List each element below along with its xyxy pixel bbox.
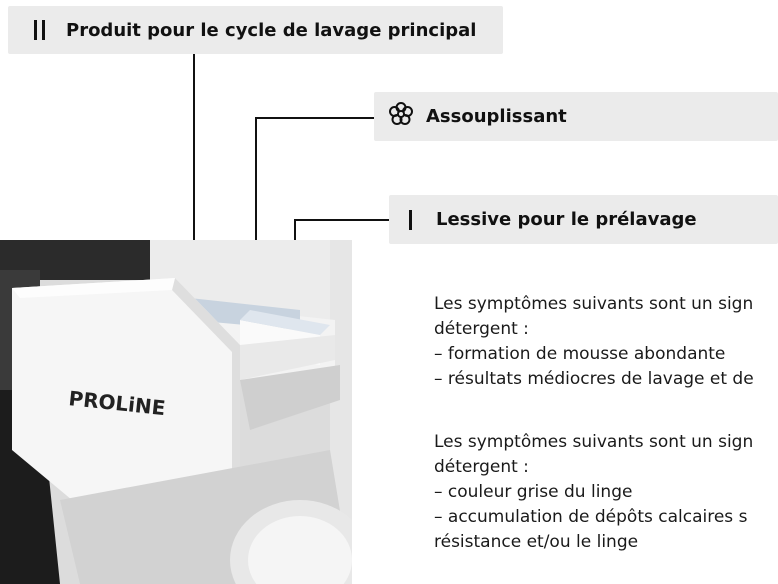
list-item: – accumulation de dépôts calcaires s [434, 507, 748, 527]
prewash-label [389, 195, 778, 244]
list-item: résistance et/ou le linge [434, 532, 639, 552]
symptom-paragraph-2 [434, 430, 753, 555]
detergent-drawer-photo [0, 240, 352, 584]
flower-icon [388, 101, 414, 132]
list-item: – couleur grise du linge [434, 482, 633, 502]
list-item: – formation de mousse abondante [434, 344, 726, 364]
main-wash-label [8, 6, 503, 54]
symptom-paragraph-1 [434, 292, 754, 392]
main-wash-text: Produit pour le cycle de lavage principal [66, 19, 477, 41]
list-item: – résultats médiocres de lavage et de [434, 369, 754, 389]
double-bar-icon [34, 20, 50, 40]
leader-line-prewash-h [294, 219, 389, 221]
softener-text: Assouplissant [426, 106, 567, 127]
paragraph-line: Les symptômes suivants sont un sign [434, 432, 754, 452]
leader-line-softener-h [255, 117, 374, 119]
single-bar-icon [409, 210, 412, 230]
brand-logo: PROLiNE [67, 386, 167, 421]
prewash-text: Lessive pour le prélavage [436, 209, 697, 230]
softener-label [374, 92, 778, 141]
paragraph-line: détergent : [434, 319, 529, 339]
paragraph-line: détergent : [434, 457, 529, 477]
paragraph-line: Les symptômes suivants sont un sign [434, 294, 754, 314]
